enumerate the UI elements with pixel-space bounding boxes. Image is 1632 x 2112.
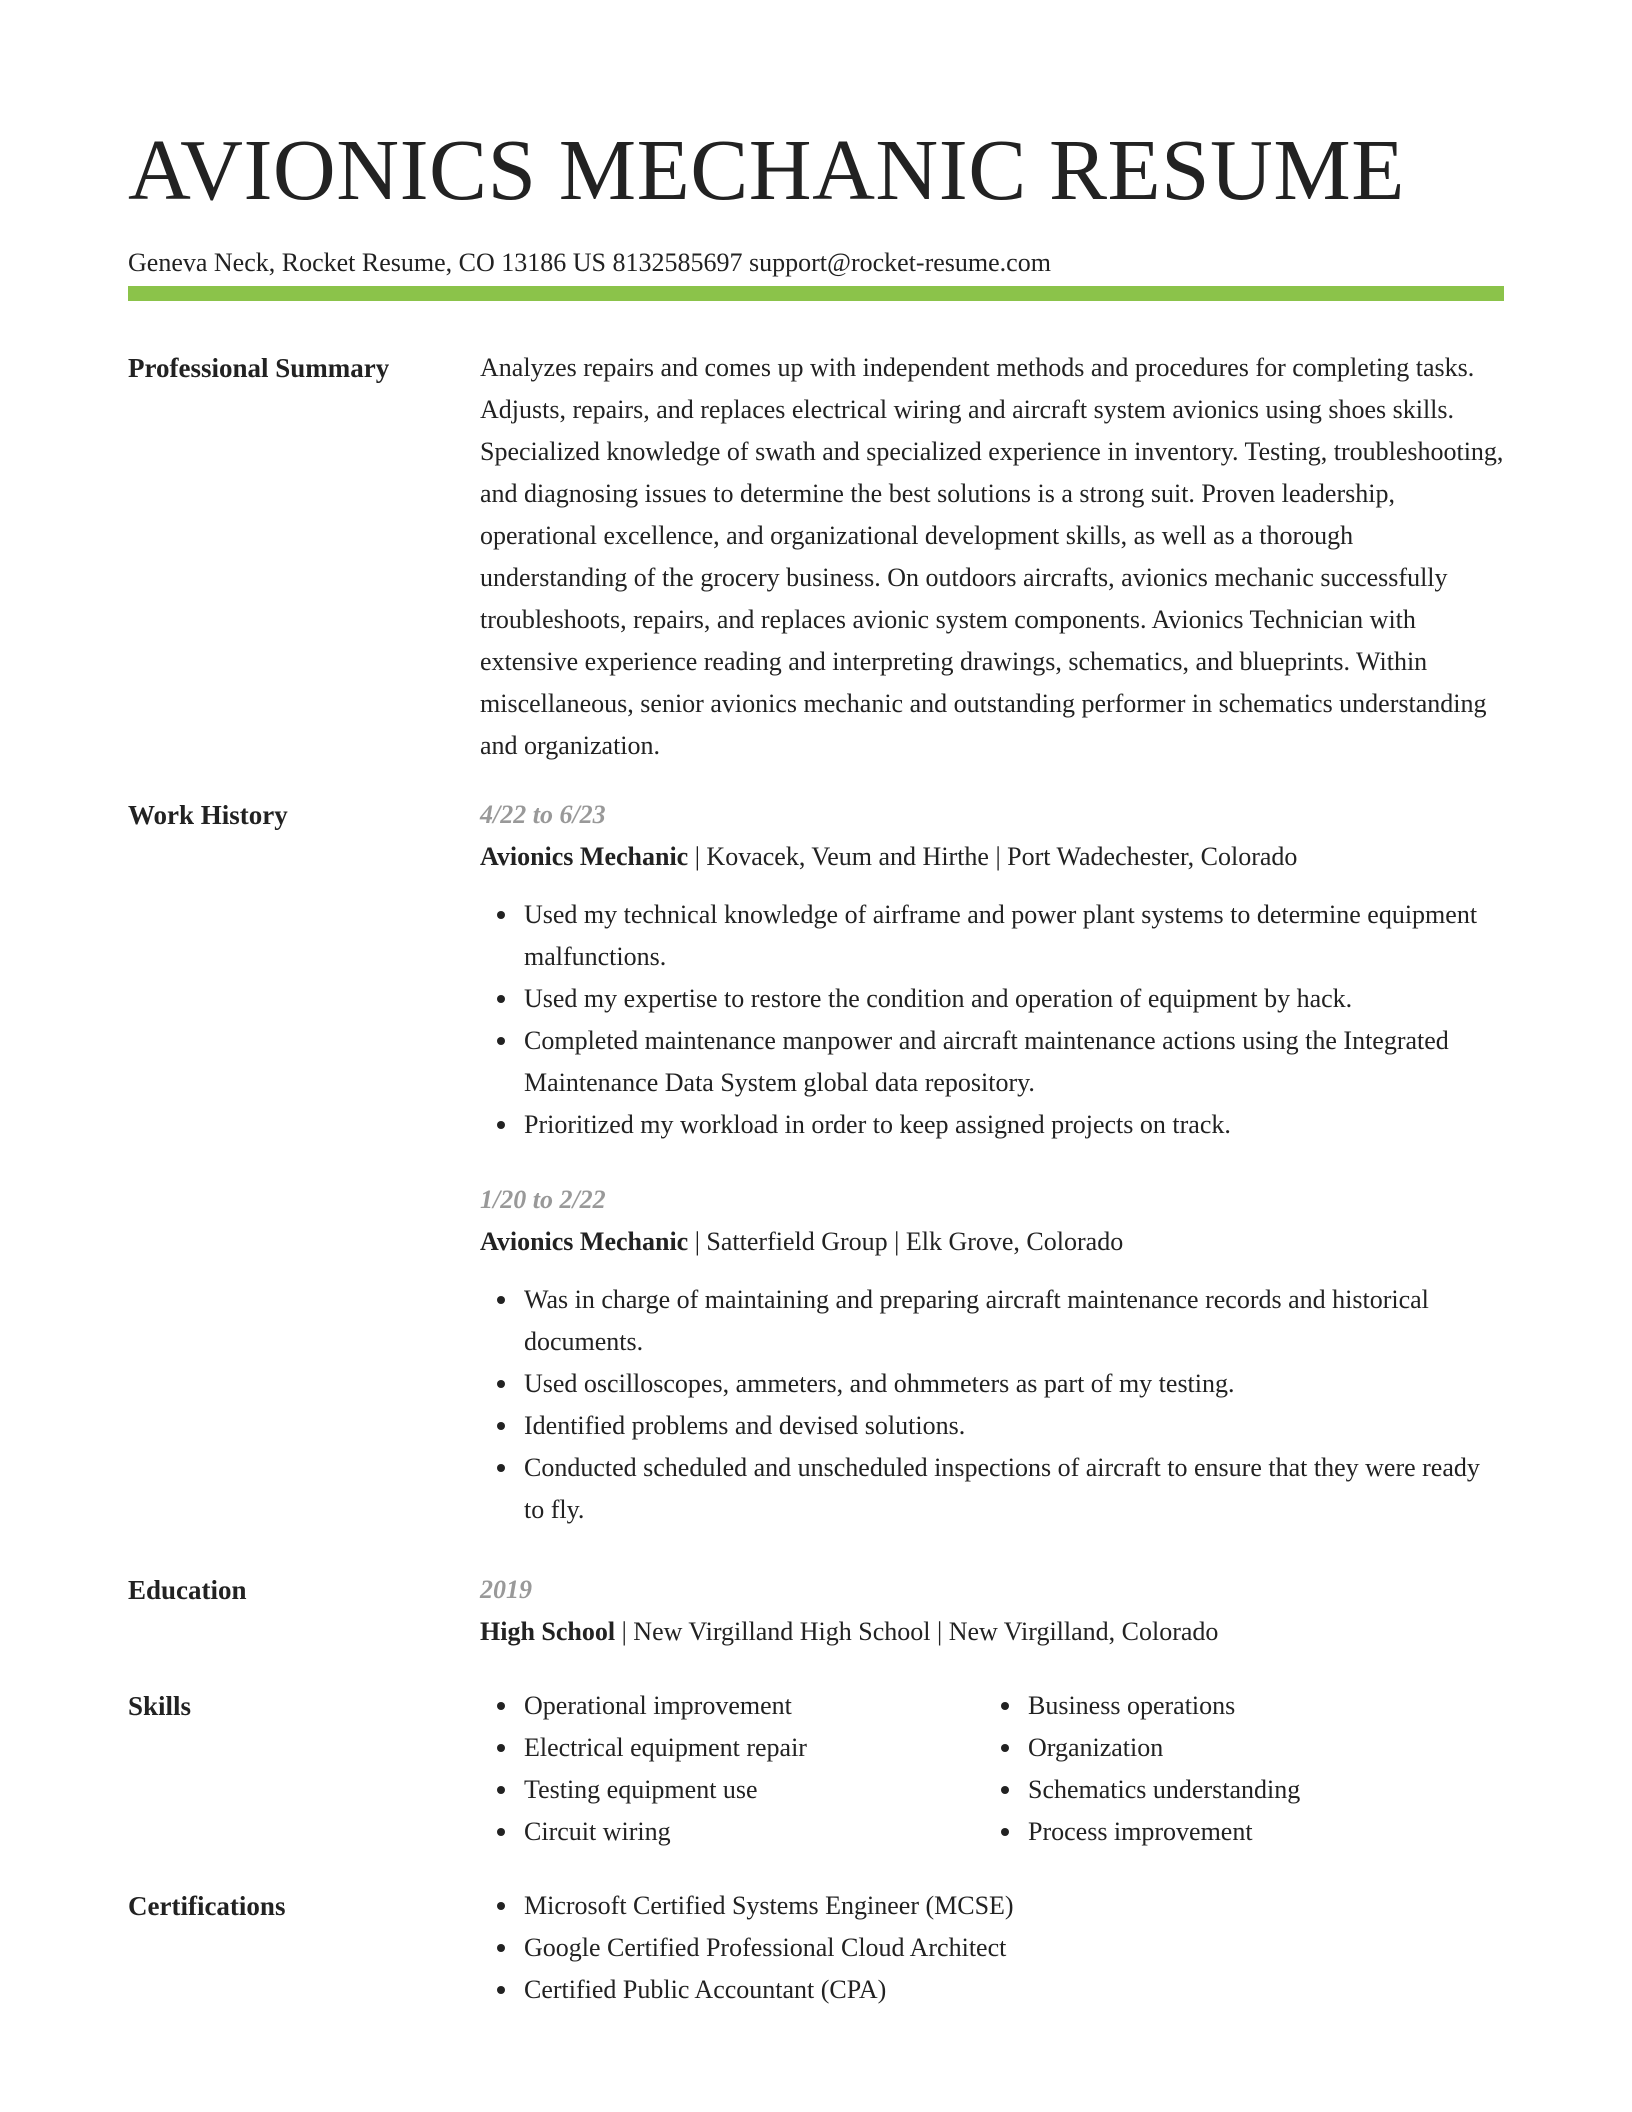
job-bullet-list — [480, 894, 1504, 1146]
job-details: | Kovacek, Veum and Hirthe | Port Wadechester, Colorado — [688, 842, 1298, 871]
list-item: Completed maintenance manpower and aircraft maintenance actions using the Integrated Maintenance Data System global data repository. — [480, 1020, 1504, 1104]
job-heading — [480, 1221, 1504, 1263]
summary-body — [480, 347, 1504, 767]
list-item: Microsoft Certified Systems Engineer (MCSE) — [480, 1885, 1504, 1927]
skills-list-right — [984, 1685, 1488, 1853]
job-bullet-list — [480, 1279, 1504, 1531]
list-item: Used oscilloscopes, ammeters, and ohmmeters as part of my testing. — [480, 1363, 1504, 1405]
education-body — [480, 1569, 1504, 1653]
section-label-education: Education — [128, 1575, 247, 1605]
skills-columns — [480, 1685, 1504, 1853]
list-item: Electrical equipment repair — [480, 1727, 984, 1769]
list-item: Used my technical knowledge of airframe and power plant systems to determine equipment malfunctions. — [480, 894, 1504, 978]
contact-email: support@rocket-resume.com — [749, 248, 1051, 277]
resume-header — [128, 118, 1504, 280]
list-item: Certified Public Accountant (CPA) — [480, 1969, 1504, 2011]
skills-body — [480, 1685, 1504, 1853]
job-dates: 1/20 to 2/22 — [480, 1185, 606, 1214]
contact-line — [128, 246, 1504, 280]
section-label-skills: Skills — [128, 1691, 192, 1721]
contact-phone: 8132585697 — [612, 248, 743, 277]
job-details: | Satterfield Group | Elk Grove, Colorado — [688, 1227, 1124, 1256]
list-item: Identified problems and devised solutions. — [480, 1405, 1504, 1447]
list-item: Organization — [984, 1727, 1488, 1769]
list-item: Process improvement — [984, 1811, 1488, 1853]
job-heading — [480, 836, 1504, 878]
education-degree: High School — [480, 1617, 616, 1646]
contact-address: Geneva Neck, Rocket Resume, CO 13186 US — [128, 248, 607, 277]
list-item: Conducted scheduled and unscheduled inspections of aircraft to ensure that they were ready to fly. — [480, 1447, 1504, 1531]
education-year: 2019 — [480, 1575, 532, 1604]
list-item: Circuit wiring — [480, 1811, 984, 1853]
summary-text: Analyzes repairs and comes up with independent methods and procedures for completing tasks. Adjusts, repairs, and replaces electrical wiring and aircraft system avionics using shoes skills. Specialized knowledge of swath and specialized experience in inventory. Testing, troubleshooting, and diagnosing issues to determine the best solutions is a strong suit. Proven leadership, operational excellence, and organizational development skills, as well as a thorough understanding of the grocery business. On outdoors aircrafts, avionics mechanic successfully troubleshoots, repairs, and replaces avionic system components. Avionics Technician with extensive experience reading and interpreting drawings, schematics, and blueprints. Within miscellaneous, senior avionics mechanic and outstanding performer in schematics understanding and organization. — [480, 353, 1504, 760]
list-item: Was in charge of maintaining and preparing aircraft maintenance records and historical documents. — [480, 1279, 1504, 1363]
section-label-certifications: Certifications — [128, 1891, 286, 1921]
job-entry — [480, 1179, 1504, 1531]
accent-divider — [128, 286, 1504, 301]
certifications-list — [480, 1885, 1504, 2011]
section-label-summary: Professional Summary — [128, 353, 390, 383]
list-item: Business operations — [984, 1685, 1488, 1727]
education-heading — [480, 1611, 1504, 1653]
list-item: Testing equipment use — [480, 1769, 984, 1811]
work-history-body — [480, 794, 1504, 1531]
list-item: Prioritized my workload in order to keep assigned projects on track. — [480, 1104, 1504, 1146]
list-item: Used my expertise to restore the condition and operation of equipment by hack. — [480, 978, 1504, 1020]
list-item: Operational improvement — [480, 1685, 984, 1727]
job-title: Avionics Mechanic — [480, 842, 689, 871]
job-title: Avionics Mechanic — [480, 1227, 689, 1256]
list-item: Google Certified Professional Cloud Architect — [480, 1927, 1504, 1969]
education-details: | New Virgilland High School | New Virgilland, Colorado — [615, 1617, 1219, 1646]
skills-list-left — [480, 1685, 984, 1853]
page-title: AVIONICS MECHANIC RESUME — [128, 121, 1405, 218]
list-item: Schematics understanding — [984, 1769, 1488, 1811]
section-label-work-history: Work History — [128, 800, 288, 830]
job-dates: 4/22 to 6/23 — [480, 800, 606, 829]
certifications-body — [480, 1885, 1504, 2011]
job-entry — [480, 794, 1504, 1146]
